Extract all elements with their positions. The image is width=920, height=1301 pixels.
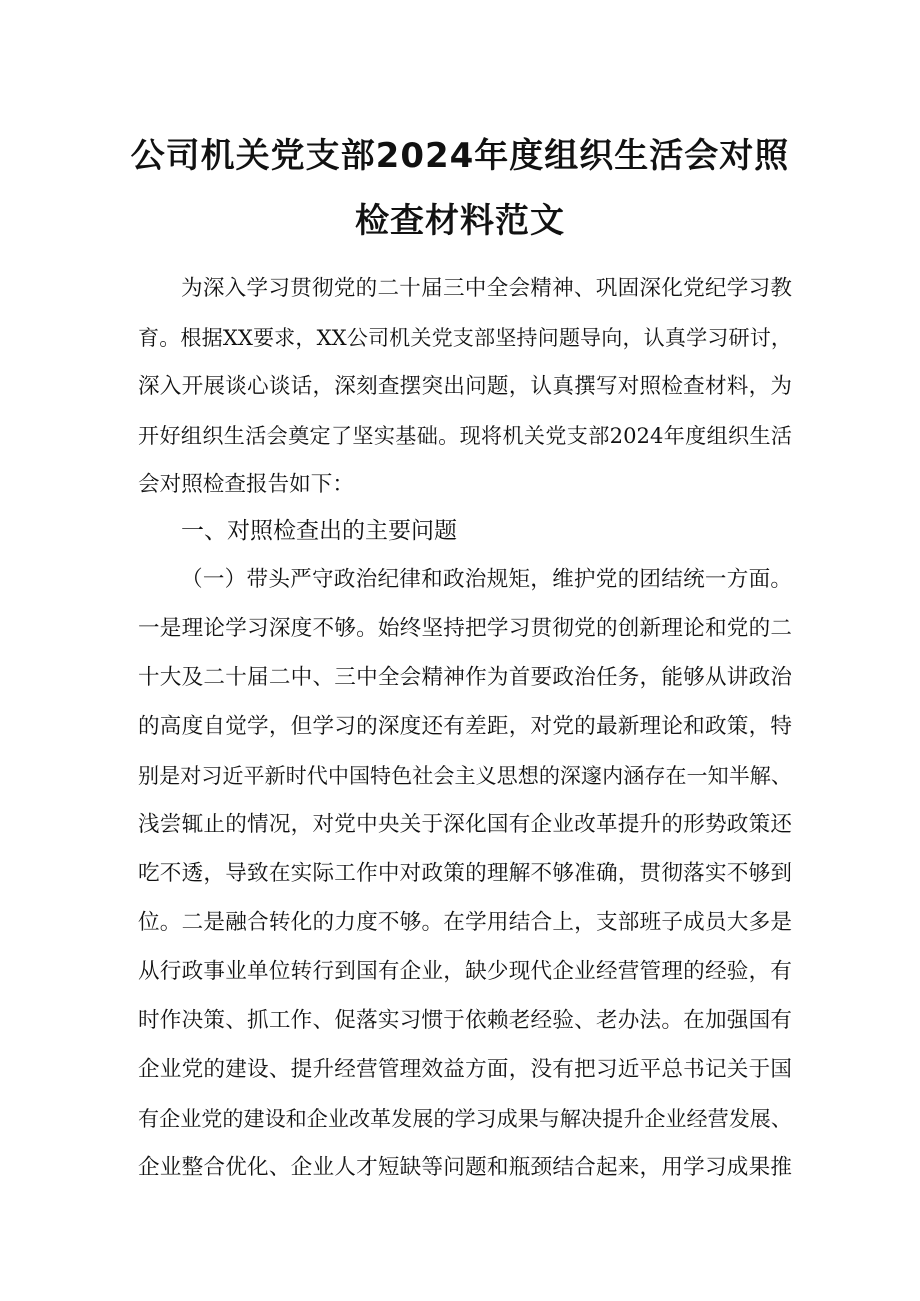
section-heading: 一、对照检查出的主要问题 [181,518,457,544]
document-title-line-2: 检查材料范文 [355,201,565,241]
intro-paragraph-line: 为深入学习贯彻党的二十届三中全会精神、巩固深化党纪学习教 [181,276,792,301]
body-paragraph-line: 一是理论学习深度不够。始终坚持把学习贯彻党的创新理论和党的二 [138,616,792,641]
intro-paragraph-line: 深入开展谈心谈话，深刻查摆突出问题，认真撰写对照检查材料，为 [138,374,792,399]
document-title-line-1: 公司机关党支部2024年度组织生活会对照 [130,136,790,176]
intro-paragraph-line: 育。根据XX要求，XX公司机关党支部坚持问题导向，认真学习研讨， [138,325,792,350]
body-paragraph-line: 有企业党的建设和企业改革发展的学习成果与解决提升企业经营发展、 [138,1106,792,1131]
body-paragraph-line: （一）带头严守政治纪律和政治规矩，维护党的团结统一方面。 [181,567,792,592]
body-paragraph-line: 时作决策、抓工作、促落实习惯于依赖老经验、老办法。在加强国有 [138,1008,792,1033]
body-paragraph-line: 浅尝辄止的情况，对党中央关于深化国有企业改革提升的形势政策还 [138,812,792,837]
intro-paragraph-line: 会对照检查报告如下： [138,472,354,497]
body-paragraph-line: 从行政事业单位转行到国有企业，缺少现代企业经营管理的经验，有 [138,959,792,984]
intro-paragraph-line: 开好组织生活会奠定了坚实基础。现将机关党支部2024年度组织生活 [138,423,792,448]
body-paragraph-line: 企业整合优化、企业人才短缺等问题和瓶颈结合起来，用学习成果推 [138,1155,792,1180]
body-paragraph-line: 吃不透，导致在实际工作中对政策的理解不够准确，贯彻落实不够到 [138,861,792,886]
body-paragraph-line: 十大及二十届二中、三中全会精神作为首要政治任务，能够从讲政治 [138,665,792,690]
body-paragraph-line: 的高度自觉学，但学习的深度还有差距，对党的最新理论和政策，特 [138,714,792,739]
body-paragraph-line: 企业党的建设、提升经营管理效益方面，没有把习近平总书记关于国 [138,1057,792,1082]
body-paragraph-line: 位。二是融合转化的力度不够。在学用结合上，支部班子成员大多是 [138,910,792,935]
body-paragraph-line: 别是对习近平新时代中国特色社会主义思想的深邃内涵存在一知半解、 [138,763,792,788]
